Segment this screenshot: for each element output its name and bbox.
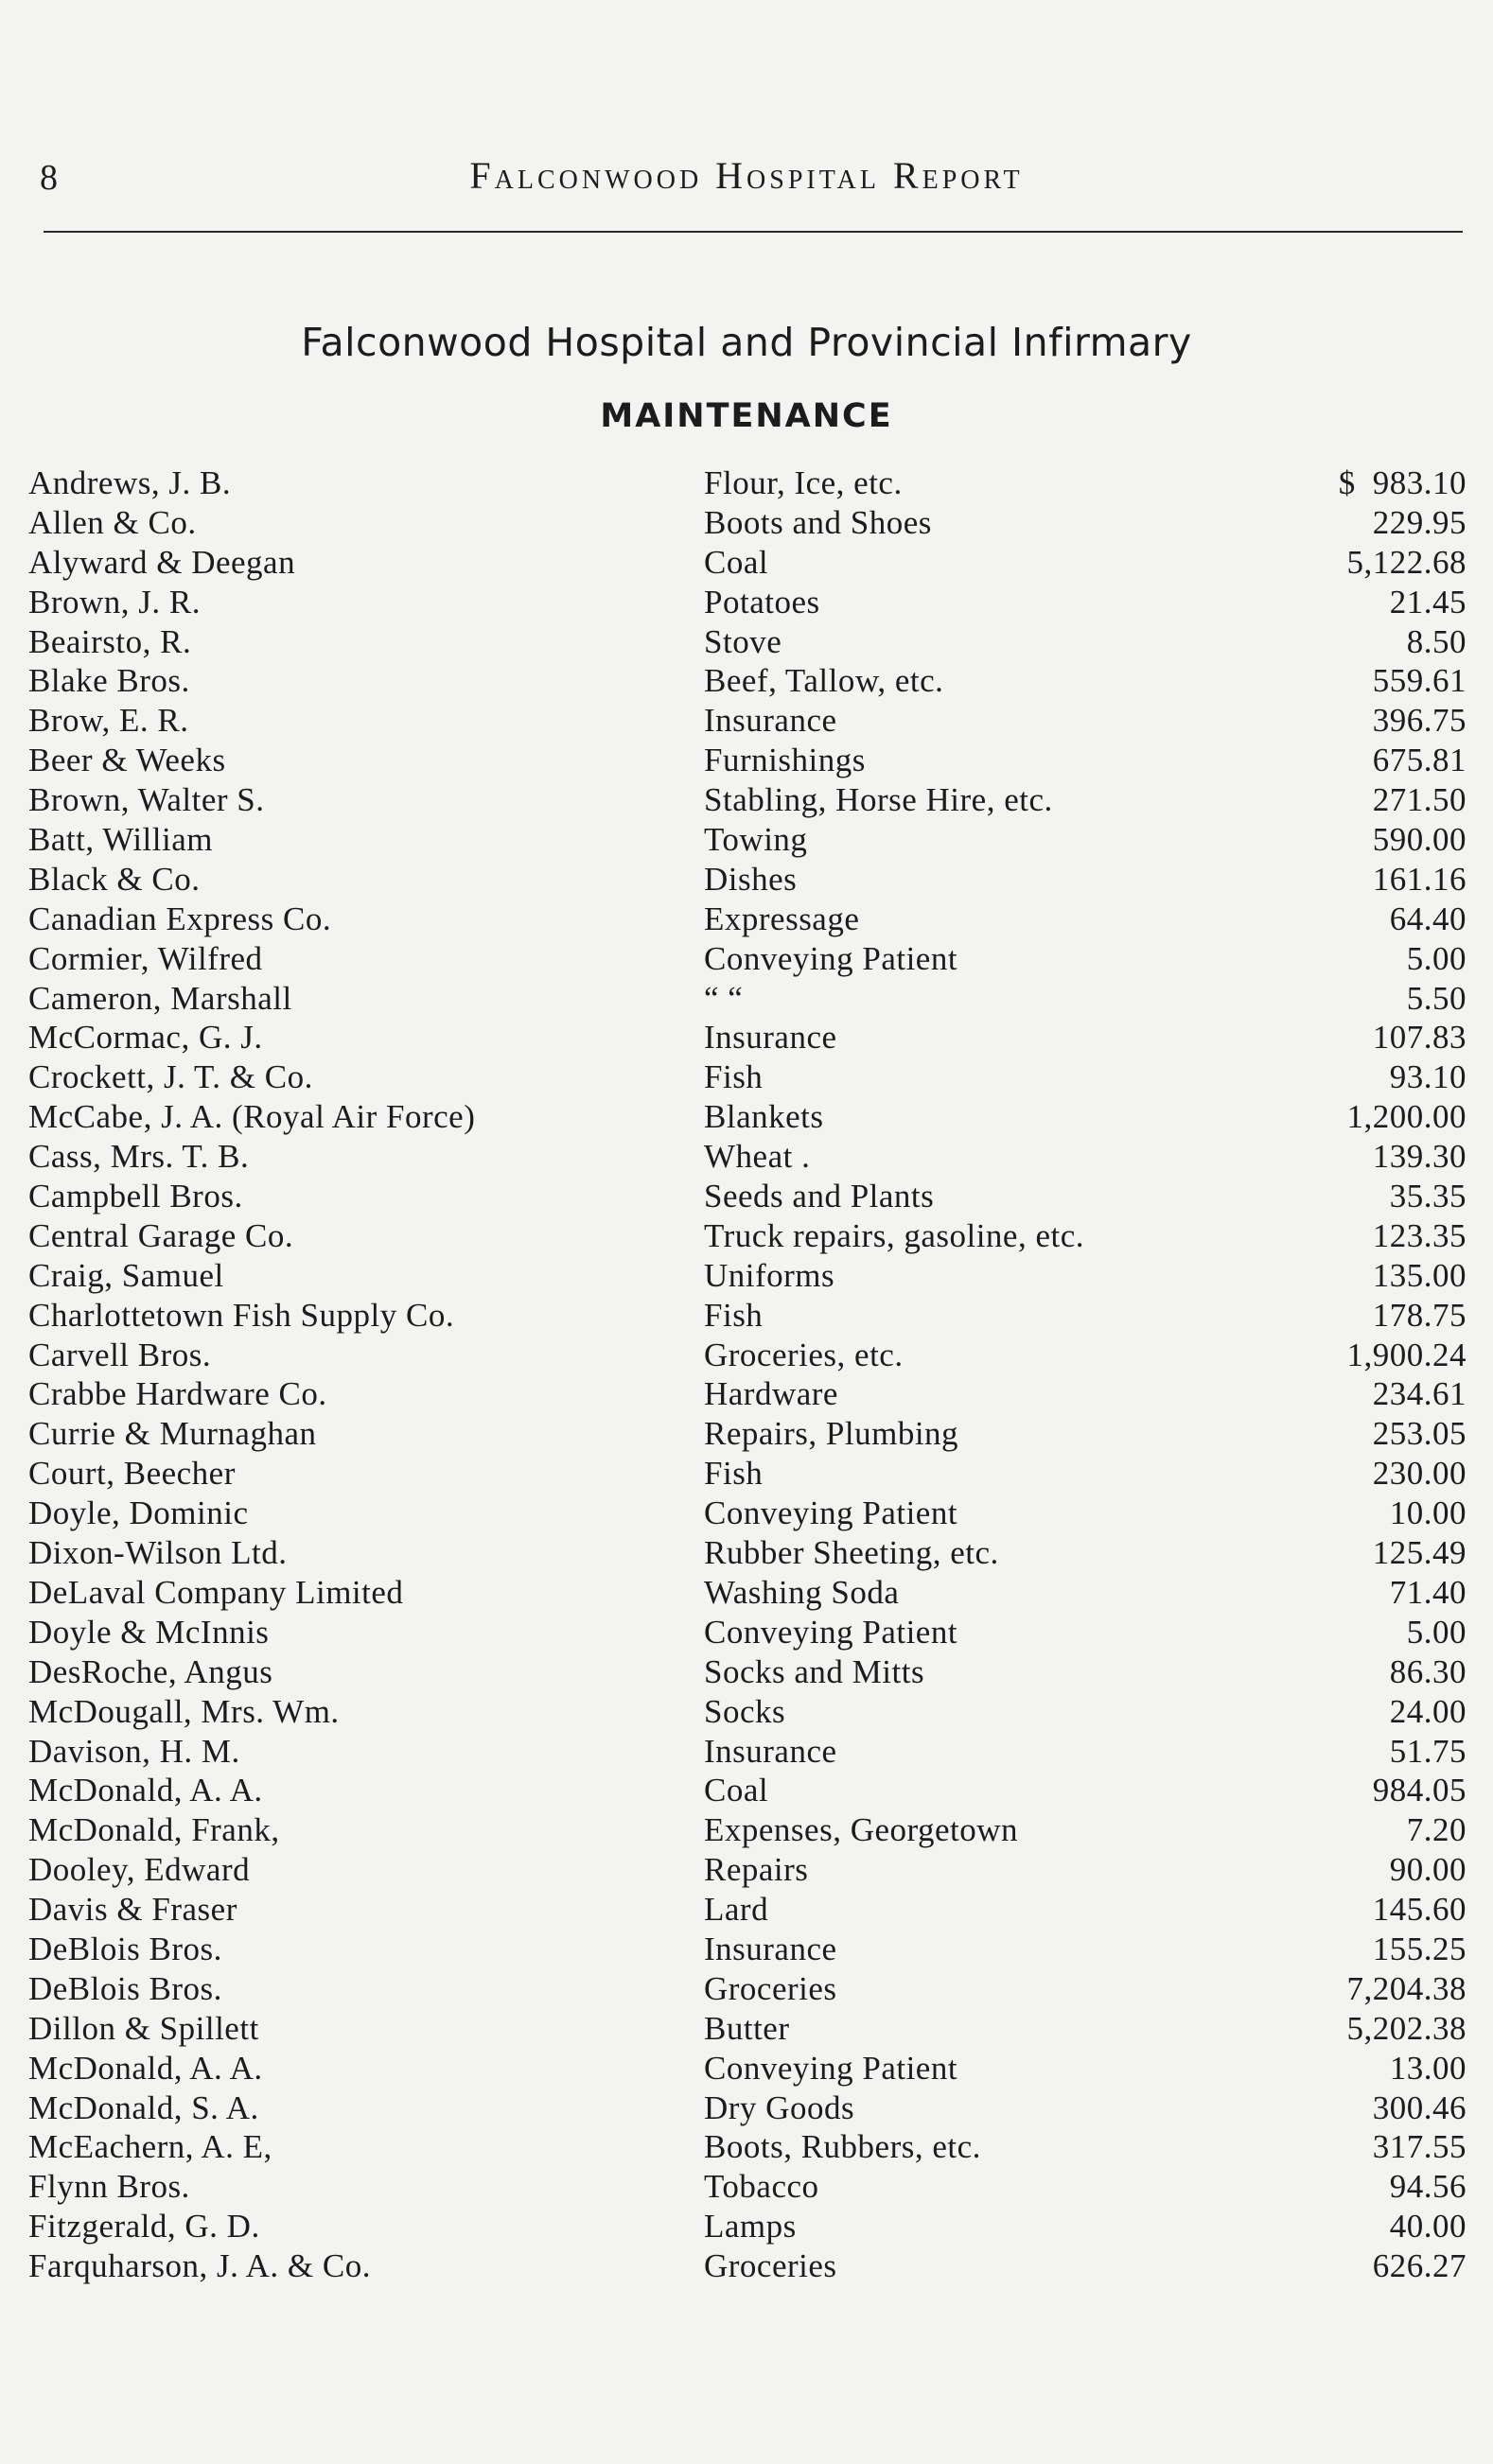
amount-value: 5,122.68 [1346, 543, 1467, 581]
vendor-name: Dillon & Spillett [28, 2009, 259, 2047]
vendor-name: Carvell Bros. [28, 1336, 212, 1373]
item-description: Expenses, Georgetown [704, 1811, 1019, 1849]
amount [1373, 1216, 1467, 1256]
amount [1373, 1137, 1467, 1177]
amount [1373, 1771, 1467, 1810]
item-description: Seeds and Plants [704, 1178, 935, 1215]
maintenance-ledger [28, 463, 1467, 2286]
amount-value: 271.50 [1372, 781, 1467, 819]
amount [1373, 780, 1467, 820]
vendor-name: Cormier, Wilfred [28, 939, 263, 977]
ledger-row [28, 1732, 1467, 1772]
item-description: Rubber Sheeting, etc. [704, 1534, 999, 1572]
vendor-name: Cameron, Marshall [28, 979, 292, 1017]
amount [1373, 2127, 1467, 2167]
item-description: Tobacco [704, 2168, 819, 2206]
vendor-name: DeLaval Company Limited [28, 1573, 404, 1611]
running-title: Falconwood Hospital Report [469, 154, 1024, 197]
amount-value: 5.00 [1406, 939, 1467, 977]
amount [1390, 1177, 1467, 1216]
amount [1373, 1256, 1467, 1296]
amount-value: 7.20 [1406, 1811, 1467, 1849]
vendor-name: Doyle, Dominic [28, 1494, 249, 1532]
amount [1339, 463, 1467, 503]
amount [1373, 1018, 1467, 1057]
amount-value: 253.05 [1372, 1415, 1467, 1453]
item-description: “ “ [704, 979, 744, 1017]
item-description: Socks and Mitts [704, 1652, 925, 1690]
ledger-row [28, 1177, 1467, 1216]
amount [1347, 2009, 1467, 2049]
currency-symbol: $ [1338, 464, 1356, 501]
vendor-name: Crockett, J. T. & Co. [28, 1058, 313, 1096]
amount-value: 71.40 [1389, 1573, 1467, 1611]
amount-value: 396.75 [1372, 702, 1467, 740]
amount [1390, 2207, 1467, 2246]
item-description: Truck repairs, gasoline, etc. [704, 1216, 1084, 1254]
amount [1390, 900, 1467, 939]
ledger-row [28, 1216, 1467, 1256]
vendor-name: Court, Beecher [28, 1455, 236, 1493]
amount [1373, 860, 1467, 900]
ledger-row [28, 1336, 1467, 1375]
vendor-name: McDonald, A. A. [28, 2049, 263, 2087]
ledger-row [28, 1810, 1467, 1850]
amount-value: 145.60 [1372, 1891, 1467, 1929]
ledger-row [28, 1414, 1467, 1454]
amount [1373, 1533, 1467, 1573]
header-divider [44, 231, 1463, 233]
ledger-row [28, 701, 1467, 741]
amount [1373, 1414, 1467, 1454]
page-number: 8 [40, 158, 59, 198]
ledger-row [28, 900, 1467, 939]
vendor-name: Currie & Murnaghan [28, 1415, 317, 1453]
ledger-row [28, 1613, 1467, 1652]
amount-value: 1,900.24 [1346, 1336, 1467, 1373]
item-description: Lard [704, 1891, 769, 1929]
vendor-name: DeBlois Bros. [28, 1969, 222, 2007]
item-description: Hardware [704, 1375, 838, 1413]
ledger-row [28, 622, 1467, 662]
amount [1390, 1732, 1467, 1772]
item-description: Uniforms [704, 1256, 835, 1294]
amount-value: 135.00 [1372, 1256, 1467, 1294]
item-description: Conveying Patient [704, 2049, 958, 2087]
item-description: Stove [704, 622, 782, 660]
amount-value: 24.00 [1389, 1692, 1467, 1730]
ledger-row [28, 1374, 1467, 1414]
ledger-row [28, 1771, 1467, 1810]
section-heading: MAINTENANCE [600, 397, 893, 435]
item-description: Fish [704, 1058, 764, 1096]
amount-value: 51.75 [1389, 1732, 1467, 1770]
ledger-row [28, 2246, 1467, 2286]
ledger-row [28, 2088, 1467, 2128]
vendor-name: Campbell Bros. [28, 1178, 243, 1215]
item-description: Conveying Patient [704, 939, 958, 977]
amount [1373, 741, 1467, 780]
amount [1390, 1057, 1467, 1097]
amount [1373, 2088, 1467, 2128]
item-description: Groceries [704, 1969, 837, 2007]
ledger-row [28, 820, 1467, 860]
item-description: Repairs, Plumbing [704, 1415, 959, 1453]
ledger-row [28, 2127, 1467, 2167]
amount-value: 984.05 [1372, 1772, 1467, 1809]
ledger-row [28, 2009, 1467, 2049]
vendor-name: Black & Co. [28, 860, 201, 898]
amount [1390, 583, 1467, 622]
amount-value: 155.25 [1372, 1930, 1467, 1967]
amount-value: 5,202.38 [1346, 2009, 1467, 2047]
vendor-name: McDougall, Mrs. Wm. [28, 1692, 340, 1730]
item-description: Insurance [704, 1019, 837, 1057]
amount [1407, 1810, 1467, 1850]
item-description: Stabling, Horse Hire, etc. [704, 781, 1053, 819]
vendor-name: Dooley, Edward [28, 1851, 251, 1889]
amount-value: 139.30 [1372, 1138, 1467, 1176]
amount [1347, 1969, 1467, 2009]
item-description: Fish [704, 1296, 764, 1334]
vendor-name: Brown, J. R. [28, 583, 201, 620]
vendor-name: McEachern, A. E, [28, 2128, 272, 2166]
amount-value: 626.27 [1372, 2247, 1467, 2285]
vendor-name: McCabe, J. A. (Royal Air Force) [28, 1098, 476, 1136]
ledger-row [28, 939, 1467, 979]
vendor-name: Blake Bros. [28, 662, 190, 700]
vendor-name: Brown, Walter S. [28, 781, 265, 819]
vendor-name: Craig, Samuel [28, 1256, 224, 1294]
amount-value: 229.95 [1372, 503, 1467, 541]
vendor-name: Beairsto, R. [28, 622, 192, 660]
amount [1373, 1296, 1467, 1336]
item-description: Lamps [704, 2208, 797, 2246]
ledger-row [28, 780, 1467, 820]
amount-value: 230.00 [1372, 1455, 1467, 1493]
ledger-row [28, 1652, 1467, 1692]
ledger-row [28, 1692, 1467, 1732]
amount-value: 35.35 [1389, 1178, 1467, 1215]
ledger-row [28, 2207, 1467, 2246]
amount-value: 675.81 [1372, 742, 1467, 779]
ledger-row [28, 2049, 1467, 2088]
vendor-name: Farquharson, J. A. & Co. [28, 2247, 371, 2285]
item-description: Blankets [704, 1098, 824, 1136]
vendor-name: Doyle & McInnis [28, 1613, 270, 1651]
amount [1347, 1336, 1467, 1375]
amount-value: 7,204.38 [1346, 1969, 1467, 2007]
ledger-row [28, 1890, 1467, 1930]
amount-value: 125.49 [1372, 1534, 1467, 1572]
item-description: Coal [704, 1772, 769, 1809]
item-description: Conveying Patient [704, 1613, 958, 1651]
ledger-row [28, 1573, 1467, 1613]
vendor-name: Flynn Bros. [28, 2168, 190, 2206]
vendor-name: Cass, Mrs. T. B. [28, 1138, 250, 1176]
amount [1373, 503, 1467, 543]
amount [1347, 543, 1467, 583]
amount-value: 559.61 [1372, 662, 1467, 700]
item-description: Insurance [704, 1732, 837, 1770]
ledger-row [28, 979, 1467, 1019]
item-description: Socks [704, 1692, 786, 1730]
amount-value: 983.10 [1372, 464, 1467, 501]
ledger-row [28, 463, 1467, 503]
item-description: Towing [704, 821, 808, 859]
ledger-row [28, 583, 1467, 622]
amount [1373, 1454, 1467, 1494]
vendor-name: Allen & Co. [28, 503, 197, 541]
amount-value: 5.50 [1406, 979, 1467, 1017]
ledger-row [28, 1296, 1467, 1336]
vendor-name: McDonald, Frank, [28, 1811, 280, 1849]
amount [1390, 1652, 1467, 1692]
vendor-name: Central Garage Co. [28, 1216, 294, 1254]
amount [1373, 1890, 1467, 1930]
amount-value: 178.75 [1372, 1296, 1467, 1334]
amount-value: 5.00 [1406, 1613, 1467, 1651]
vendor-name: Canadian Express Co. [28, 900, 332, 937]
ledger-row [28, 1533, 1467, 1573]
vendor-name: McDonald, S. A. [28, 2088, 259, 2126]
amount [1373, 1930, 1467, 1969]
ledger-row [28, 860, 1467, 900]
ledger-row [28, 1137, 1467, 1177]
vendor-name: DeBlois Bros. [28, 1930, 222, 1967]
amount [1390, 1692, 1467, 1732]
amount [1390, 2167, 1467, 2207]
amount [1347, 1097, 1467, 1137]
item-description: Boots and Shoes [704, 503, 932, 541]
item-description: Butter [704, 2009, 790, 2047]
ledger-row [28, 543, 1467, 583]
ledger-row [28, 1097, 1467, 1137]
item-description: Wheat . [704, 1138, 811, 1176]
amount [1390, 1850, 1467, 1890]
item-description: Potatoes [704, 583, 820, 620]
item-description: Beef, Tallow, etc. [704, 662, 944, 700]
ledger-row [28, 1930, 1467, 1969]
vendor-name: Charlottetown Fish Supply Co. [28, 1296, 455, 1334]
vendor-name: Davison, H. M. [28, 1732, 240, 1770]
item-description: Conveying Patient [704, 1494, 958, 1532]
item-description: Fish [704, 1455, 764, 1493]
amount-value: 93.10 [1389, 1058, 1467, 1096]
ledger-row [28, 741, 1467, 780]
amount [1407, 622, 1467, 662]
amount [1390, 2049, 1467, 2088]
amount-value: 86.30 [1389, 1652, 1467, 1690]
amount-value: 107.83 [1372, 1019, 1467, 1057]
amount [1390, 1494, 1467, 1533]
amount-value: 40.00 [1389, 2208, 1467, 2246]
ledger-row [28, 1494, 1467, 1533]
amount-value: 90.00 [1389, 1851, 1467, 1889]
document-title: Falconwood Hospital and Provincial Infirmary [301, 320, 1192, 365]
item-description: Boots, Rubbers, etc. [704, 2128, 981, 2166]
ledger-row [28, 503, 1467, 543]
amount-value: 8.50 [1406, 622, 1467, 660]
amount-value: 10.00 [1389, 1494, 1467, 1532]
amount [1373, 701, 1467, 741]
item-description: Dishes [704, 860, 798, 898]
amount-value: 234.61 [1372, 1375, 1467, 1413]
vendor-name: Dixon-Wilson Ltd. [28, 1534, 288, 1572]
vendor-name: Crabbe Hardware Co. [28, 1375, 327, 1413]
amount [1373, 1374, 1467, 1414]
item-description: Furnishings [704, 742, 866, 779]
amount-value: 590.00 [1372, 821, 1467, 859]
amount [1407, 979, 1467, 1019]
amount [1407, 1613, 1467, 1652]
item-description: Expressage [704, 900, 860, 937]
vendor-name: Brow, E. R. [28, 702, 189, 740]
item-description: Repairs [704, 1851, 809, 1889]
amount-value: 123.35 [1372, 1216, 1467, 1254]
ledger-row [28, 1850, 1467, 1890]
vendor-name: Beer & Weeks [28, 742, 226, 779]
ledger-row [28, 2167, 1467, 2207]
item-description: Insurance [704, 702, 837, 740]
ledger-row [28, 1057, 1467, 1097]
ledger-row [28, 1256, 1467, 1296]
vendor-name: Andrews, J. B. [28, 464, 232, 501]
ledger-row [28, 1454, 1467, 1494]
amount-value: 317.55 [1372, 2128, 1467, 2166]
vendor-name: McDonald, A. A. [28, 1772, 263, 1809]
item-description: Washing Soda [704, 1573, 900, 1611]
item-description: Dry Goods [704, 2088, 855, 2126]
vendor-name: Davis & Fraser [28, 1891, 237, 1929]
amount-value: 21.45 [1389, 583, 1467, 620]
item-description: Insurance [704, 1930, 837, 1967]
amount-value: 64.40 [1389, 900, 1467, 937]
amount [1407, 939, 1467, 979]
amount-value: 13.00 [1389, 2049, 1467, 2087]
vendor-name: Alyward & Deegan [28, 543, 296, 581]
amount-value: 1,200.00 [1346, 1098, 1467, 1136]
ledger-row [28, 1969, 1467, 2009]
amount [1373, 820, 1467, 860]
amount-value: 94.56 [1389, 2168, 1467, 2206]
amount-value: 161.16 [1372, 860, 1467, 898]
ledger-row [28, 661, 1467, 701]
vendor-name: Fitzgerald, G. D. [28, 2208, 260, 2246]
item-description: Groceries [704, 2247, 837, 2285]
vendor-name: McCormac, G. J. [28, 1019, 263, 1057]
vendor-name: DesRoche, Angus [28, 1652, 273, 1690]
amount [1373, 661, 1467, 701]
amount-value: 300.46 [1372, 2088, 1467, 2126]
item-description: Flour, Ice, etc. [704, 464, 903, 501]
amount [1373, 2246, 1467, 2286]
item-description: Groceries, etc. [704, 1336, 904, 1373]
amount [1390, 1573, 1467, 1613]
ledger-row [28, 1018, 1467, 1057]
item-description: Coal [704, 543, 769, 581]
vendor-name: Batt, William [28, 821, 213, 859]
